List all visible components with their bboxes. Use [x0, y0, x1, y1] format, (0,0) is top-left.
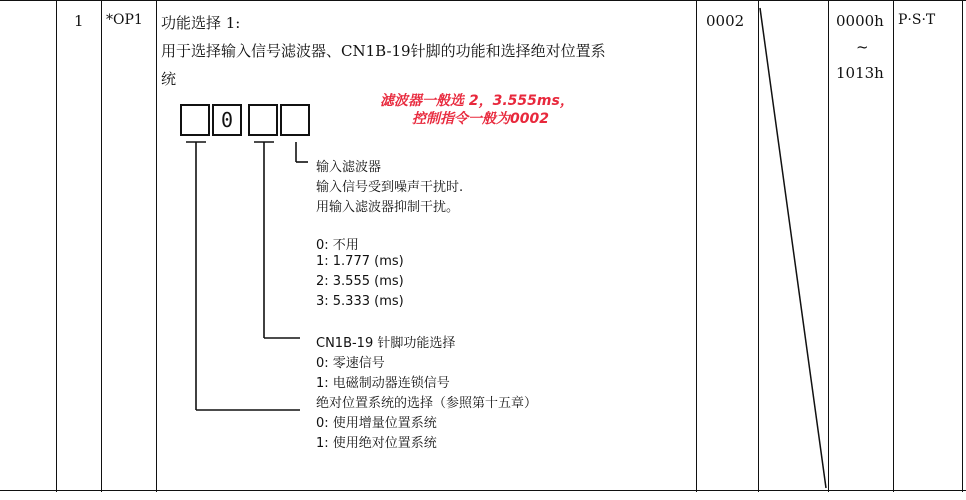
abs-option-0: 0: 使用增量位置系统: [316, 416, 437, 431]
abs-group-title: 绝对位置系统的选择（参照第十五章）: [316, 396, 538, 411]
row-number: 1: [74, 12, 84, 30]
abs-option-1: 1: 使用绝对位置系统: [316, 436, 437, 451]
parameter-description-line2: 统: [161, 70, 177, 88]
pin-group-title: CN1B-19 针脚功能选择: [316, 336, 456, 351]
filter-option-2: 2: 3.555 (ms): [316, 274, 404, 289]
parameter-symbol: *OP1: [106, 12, 143, 28]
filter-group-desc1: 输入信号受到噪声干扰时.: [316, 180, 464, 195]
filter-group-title: 输入滤波器: [316, 160, 382, 175]
parameter-title: 功能选择 1:: [161, 14, 241, 32]
range-tilde: ~: [856, 38, 869, 56]
annotation-line2: 控制指令一般为0002: [412, 111, 549, 127]
filter-option-1: 1: 1.777 (ms): [316, 254, 404, 269]
range-end: 1013h: [836, 64, 884, 82]
filter-option-0: 0: 不用: [316, 238, 359, 253]
pin-option-0: 0: 零速信号: [316, 356, 385, 371]
digit-box-2: 0: [212, 104, 242, 136]
initial-value: 0002: [706, 12, 745, 30]
filter-group-desc2: 用输入滤波器抑制干扰。: [316, 200, 460, 215]
range-start: 0000h: [836, 12, 884, 30]
pin-option-1: 1: 电磁制动器连锁信号: [316, 376, 450, 391]
annotation-line1: 滤波器一般选 2，3.555ms，: [380, 93, 574, 109]
filter-option-3: 3: 5.333 (ms): [316, 294, 404, 309]
control-mode: P·S·T: [898, 12, 936, 28]
parameter-description-line1: 用于选择输入信号滤波器、CN1B-19针脚的功能和选择绝对位置系: [161, 42, 606, 60]
